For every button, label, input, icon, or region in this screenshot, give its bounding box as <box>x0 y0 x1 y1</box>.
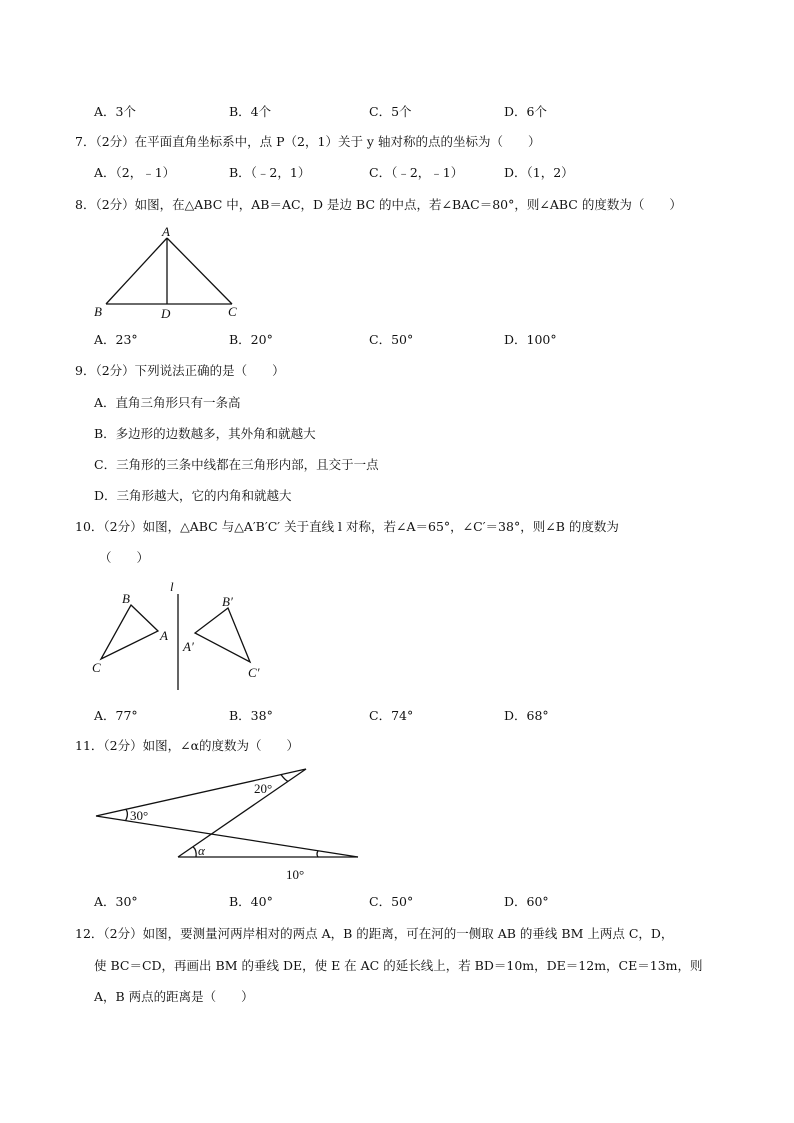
q11-label-alpha: α <box>198 843 205 858</box>
q11-arc-alpha <box>193 847 196 857</box>
q11-arc-20 <box>281 775 288 782</box>
q8-option-a[interactable]: A．23° <box>94 332 138 347</box>
q8-label-a: A <box>162 224 170 239</box>
q11-arc-30 <box>126 809 128 820</box>
q10-label-b-prime: B′ <box>222 594 233 609</box>
q12-stem-line-2: 使 BC＝CD，再画出 BM 的垂线 DE，使 E 在 AC 的延长线上，若 BD＝10m，DE＝12m，CE＝13m，则 <box>94 958 703 973</box>
q12-stem-line-3: A，B 两点的距离是（ ） <box>94 989 254 1004</box>
q7-stem: 7．（2分）在平面直角坐标系中，点 P（2，1）关于 y 轴对称的点的坐标为（ ） <box>75 134 541 149</box>
q8-label-c: C <box>228 304 237 319</box>
q7-option-a[interactable]: A．（2，﹣1） <box>94 165 176 180</box>
q9-choice-b[interactable]: B．多边形的边数越多，其外角和就越大 <box>94 426 316 441</box>
q11-option-a[interactable]: A．30° <box>94 894 138 909</box>
q6-option-a[interactable]: A．3个 <box>94 104 136 119</box>
q10-label-c: C <box>92 660 101 675</box>
q11-arc-10 <box>317 851 318 857</box>
q10-label-a-prime: A′ <box>183 639 194 654</box>
q9-choice-d[interactable]: D．三角形越大，它的内角和就越大 <box>94 488 292 503</box>
q6-option-c[interactable]: C．5个 <box>369 104 412 119</box>
q10-label-b: B <box>122 591 130 606</box>
q10-option-c[interactable]: C．74° <box>369 708 414 723</box>
q7-option-d[interactable]: D．（1，2） <box>504 165 574 180</box>
q9-stem: 9．（2分）下列说法正确的是（ ） <box>75 363 285 378</box>
q10-label-a: A <box>160 628 168 643</box>
q10-label-c-prime: C′ <box>248 665 260 680</box>
q10-stem: 10．（2分）如图，△ABC 与△A′B′C′ 关于直线 l 对称，若∠A＝65°，∠C′＝38°，则∠B 的度数为 <box>75 519 619 534</box>
q10-stem-cont: （ ） <box>99 550 150 565</box>
q10-option-b[interactable]: B．38° <box>229 708 273 723</box>
q11-stem: 11．（2分）如图，∠α的度数为（ ） <box>75 738 300 753</box>
q11-label-20: 20° <box>254 781 273 796</box>
q7-option-c[interactable]: C．（﹣2，﹣1） <box>369 165 464 180</box>
q11-option-d[interactable]: D．60° <box>504 894 549 909</box>
q9-choice-c[interactable]: C．三角形的三条中线都在三角形内部，且交于一点 <box>94 457 379 472</box>
q12-stem-line-1: 12．（2分）如图，要测量河两岸相对的两点 A，B 的距离，可在河的一侧取 AB 的垂线 BM 上两点 C，D， <box>75 926 674 941</box>
q8-label-d: D <box>161 306 171 321</box>
q11-label-30: 30° <box>130 808 149 823</box>
q10-option-a[interactable]: A．77° <box>94 708 138 723</box>
q8-stem: 8．（2分）如图，在△ABC 中，AB＝AC，D 是边 BC 的中点，若∠BAC＝80°，则∠ABC 的度数为（ ） <box>75 197 682 212</box>
q7-option-b[interactable]: B．（﹣2，1） <box>229 165 311 180</box>
q10-option-d[interactable]: D．68° <box>504 708 549 723</box>
q10-label-l: l <box>170 579 174 594</box>
q8-option-b[interactable]: B．20° <box>229 332 273 347</box>
q6-option-d[interactable]: D．6个 <box>504 104 547 119</box>
q8-option-d[interactable]: D．100° <box>504 332 557 347</box>
q8-label-b: B <box>94 304 102 319</box>
q11-option-b[interactable]: B．40° <box>229 894 273 909</box>
q8-option-c[interactable]: C．50° <box>369 332 414 347</box>
q9-choice-a[interactable]: A．直角三角形只有一条高 <box>94 395 241 410</box>
q11-segment-upper <box>96 769 306 816</box>
q6-option-b[interactable]: B．4个 <box>229 104 272 119</box>
q11-option-c[interactable]: C．50° <box>369 894 414 909</box>
q11-label-10: 10° <box>286 867 305 882</box>
